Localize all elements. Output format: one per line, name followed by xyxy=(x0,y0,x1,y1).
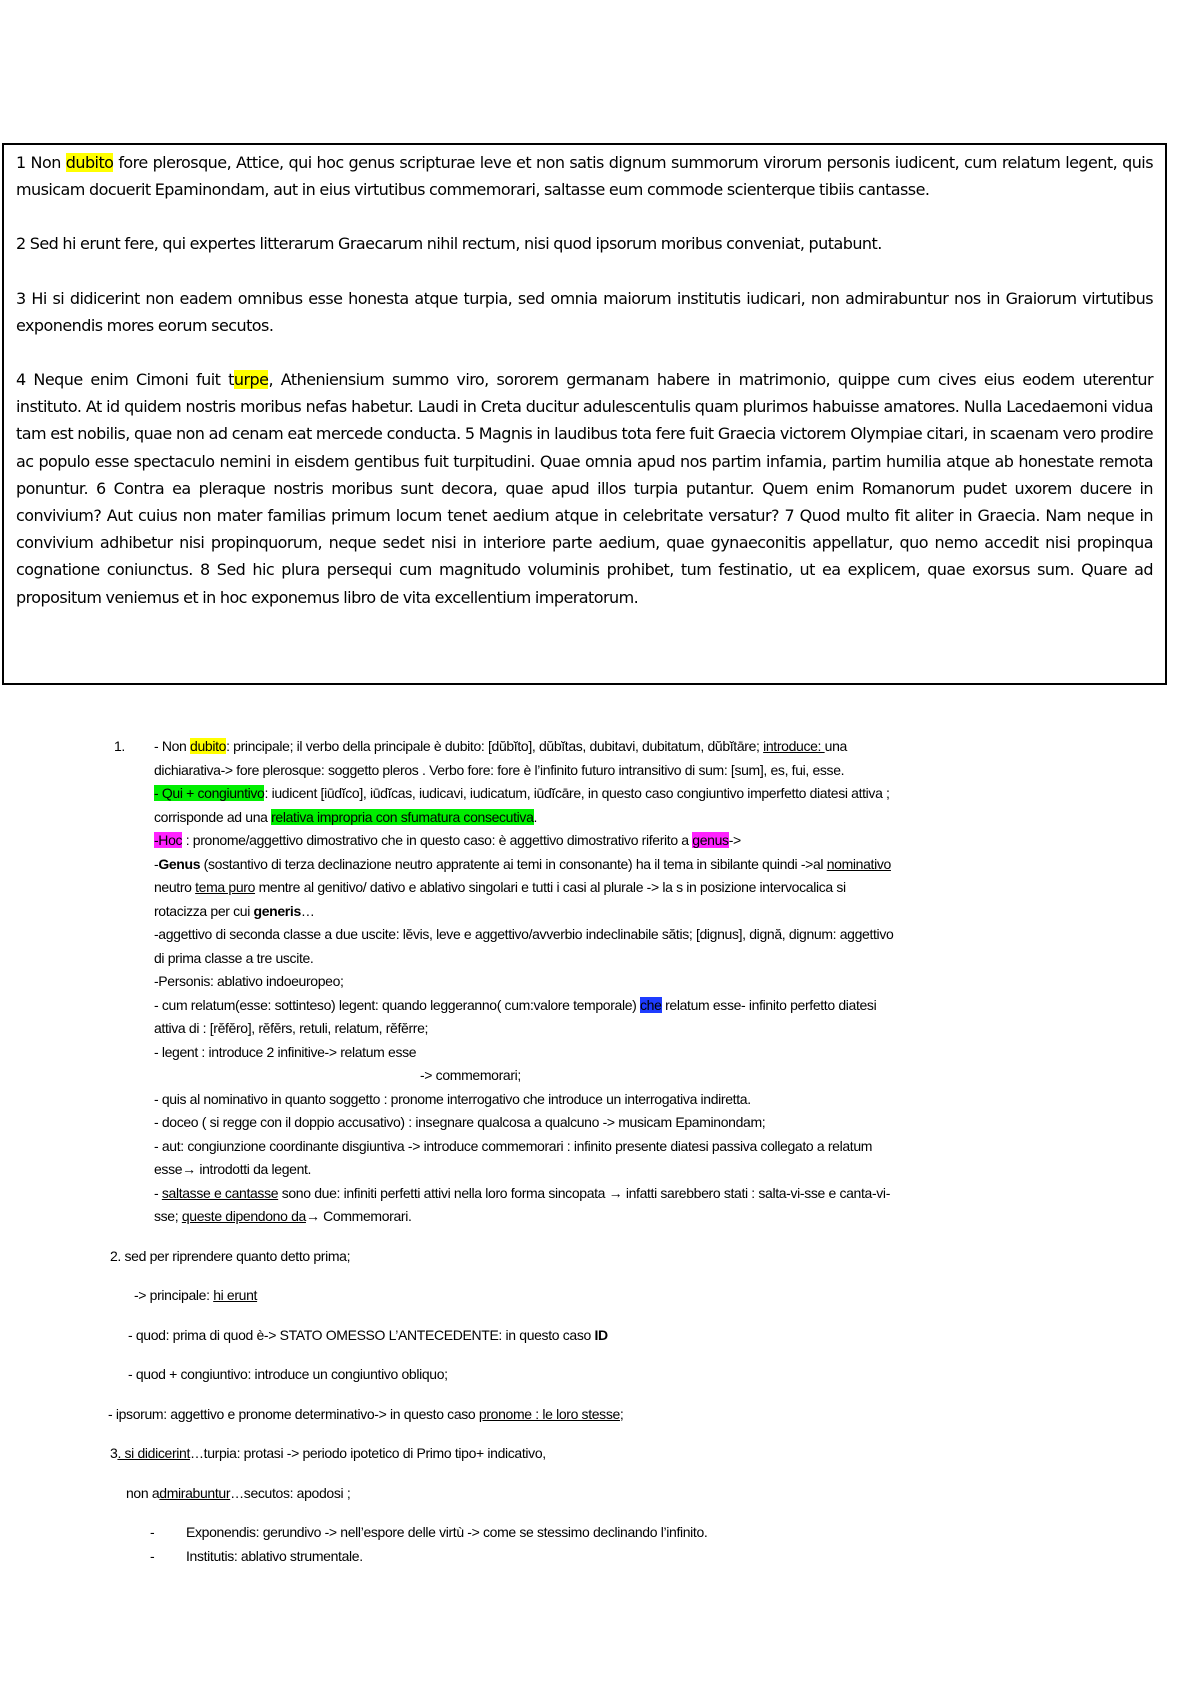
text: . xyxy=(533,808,538,825)
text: → Commemorari. xyxy=(305,1208,412,1224)
note-line xyxy=(154,994,1110,1018)
text: - ipsorum: aggettivo e pronome determinativo-> in questo caso xyxy=(108,1405,479,1422)
text: 4 Neque enim Cimoni fuit t xyxy=(16,370,234,390)
note-line xyxy=(154,853,1110,877)
text: , Atheniensium summo viro, sororem germanam habere in matrimonio, quippe cum cives eius eodem uterentur instituto. At id quidem nostris moribus nefas habetur. Laudi in Creta ducitur adulescentulis quam plurimos habuisse amatores. Nulla Lacedaemoni vidua tam est nobilis, quae non ad cenam eat mercede conducta. 5 Magnis in laudibus tota fere fuit Graecia victorem Olympiae citari, in scaenam vero prodire ac populo esse spectaculo nemini in eisdem gentibus fuit turpitudini. Quae omnia apud nos partim infamia, partim humilia atque ab honestate remota ponuntur. 6 Contra ea pleraque nostris moribus sunt decora, quae apud illos turpia putantur. Quem enim Romanorum pudet uxorem ducere in convivium? Aut cuius non mater familias primum locum tenet aedium atque in celebritate versatur? 7 Quod multo fit aliter in Graecia. Nam neque in convivium adhibetur nisi propinquorum, neque sedet nisi in interiore parte aedium, quae gynaeconitis appellatur, quo nemo accedit nisi propinqua cognatione coniunctus. 8 Sed hic plura persequi cum magnitudo voluminis prohibet, tum festinatio, ut ea explicem, quae exorsus sum. Quare ad propositum veniemus et in hoc exponemus libro de vita excellentium imperatorum. xyxy=(16,370,1153,607)
note-line xyxy=(110,1324,1110,1348)
note-line xyxy=(110,1482,1110,1506)
note-line: esse→ introdotti da legent. xyxy=(154,1161,312,1177)
text: sono due: infiniti perfetti attivi nella loro forma sincopata → infatti sarebbero stati : salta-vi-sse e canta-vi- xyxy=(278,1184,891,1201)
text: Exponendis: gerundivo -> nell’espore delle virtù -> come se stessimo declinando l’infinito. xyxy=(186,1524,708,1540)
section-1 xyxy=(110,735,1110,1229)
note-line xyxy=(154,735,1110,759)
underlined-text: introduce: xyxy=(763,738,825,754)
text: rotacizza per cui xyxy=(154,902,254,919)
bullet-item xyxy=(110,1521,1110,1545)
note-line xyxy=(108,1403,1110,1427)
text: sse; xyxy=(154,1208,182,1224)
text: : pronome/aggettivo dimostrativo che in questo caso: è aggettivo dimostrativo riferito a xyxy=(182,832,693,848)
highlight-relativa-impropria: relativa impropria con sfumatura consecutiva xyxy=(271,808,534,825)
text: - Non xyxy=(154,738,191,754)
note-line xyxy=(110,1284,1110,1308)
latin-paragraph-1 xyxy=(16,149,1153,203)
text: relatum esse- infinito perfetto diatesi xyxy=(661,996,877,1013)
underlined-text: pronome : le loro stesse; xyxy=(478,1405,624,1422)
note-line xyxy=(154,1205,1110,1229)
underlined-text: tema puro xyxy=(195,879,256,895)
underlined-text: saltasse e cantasse xyxy=(161,1184,279,1201)
note-line xyxy=(154,829,1110,853)
underlined-text: queste dipendono da xyxy=(181,1208,306,1224)
bullet-dash: - xyxy=(150,1547,155,1564)
note-line: -> commemorari; xyxy=(420,1067,521,1083)
highlight-qui-congiuntivo: - Qui + congiuntivo xyxy=(154,785,265,801)
note-line xyxy=(154,900,1110,924)
highlight-hoc: -Hoc xyxy=(154,832,183,848)
latin-paragraph-4 xyxy=(16,366,1153,611)
text: neutro xyxy=(154,879,196,895)
note-line: di prima classe a tre uscite. xyxy=(154,949,314,966)
note-line xyxy=(154,806,1110,830)
highlight-turpe: urpe xyxy=(233,370,269,390)
text: … xyxy=(300,902,315,919)
note-line xyxy=(154,876,1110,900)
highlight-dubito: dubito xyxy=(190,738,227,754)
note-line xyxy=(110,1442,1110,1466)
bold-text: Genus xyxy=(158,855,201,872)
text: una xyxy=(824,738,847,754)
highlight-dubito: dubito xyxy=(65,153,114,172)
underlined-text: . si didicerint xyxy=(117,1445,190,1461)
bold-text: ID xyxy=(594,1326,608,1343)
text: (sostantivo di terza declinazione neutro appratente ai temi in consonante) ha il tema in sibilante quindi ->al xyxy=(200,855,827,872)
note-line: -aggettivo di seconda classe a due uscite: lĕvis, leve e aggettivo/avverbio indeclinabile sătis; [dignus], dignă, dignum: aggettivo xyxy=(154,926,894,942)
text: fore plerosque, Attice, qui hoc genus scripturae leve et non satis dignum summorum virorum personis iudicent, cum relatum legent, quis musicam docuerit Epaminondam, aut in eius virtutibus commemorari, saltasse eum commode scienterque tibiis cantasse. xyxy=(16,153,1153,200)
underlined-text: dmirabuntur xyxy=(159,1484,231,1501)
text: mentre al genitivo/ dativo e ablativo singolari e tutti i casi al plurale -> la s in posizione intervocalica si xyxy=(255,879,846,895)
text: -> xyxy=(728,832,741,848)
note-line xyxy=(154,782,1110,806)
note-line: 2. sed per riprendere quanto detto prima; xyxy=(110,1247,351,1264)
text: 1 Non xyxy=(16,153,66,172)
underlined-text: nominativo xyxy=(826,855,891,872)
text: Institutis: ablativo strumentale. xyxy=(186,1547,363,1564)
text: : principale; il verbo della principale è dubito: [dŭbĭto], dŭbĭtas, dubitavi, dubitatum, dŭbĭtāre; xyxy=(226,738,764,754)
text: …secutos: apodosi ; xyxy=(230,1484,351,1501)
text: : iudicent [iūdĭco], iūdĭcas, iudicavi, iudicatum, iūdĭcāre, in questo caso congiuntivo imperfetto diatesi attiva ; xyxy=(264,785,890,801)
text: - cum relatum(esse: sottinteso) legent: quando leggeranno( cum:valore temporale) xyxy=(154,996,641,1013)
section-3 xyxy=(110,1442,1110,1568)
note-line: - doceo ( si regge con il doppio accusativo) : insegnare qualcosa a qualcuno -> musicam Epaminondam; xyxy=(154,1114,766,1130)
section-1-number: 1. xyxy=(114,738,125,754)
latin-paragraph-3: 3 Hi si didicerint non eadem omnibus esse honesta atque turpia, sed omnia maiorum institutis iudicari, non admirabuntur nos in Graiorum virtutibus exponendis mores eorum secutos. xyxy=(16,288,1153,335)
note-line: - aut: congiunzione coordinante disgiuntiva -> introduce commemorari : infinito presente diatesi passiva collegato a relatum xyxy=(154,1137,873,1154)
text: - xyxy=(154,855,159,872)
bold-text: generis xyxy=(253,902,301,919)
text: …turpia: protasi -> periodo ipotetico di Primo tipo+ indicativo, xyxy=(190,1445,546,1461)
latin-text-box xyxy=(2,143,1167,685)
bullet-item xyxy=(110,1545,1110,1569)
note-line: - legent : introduce 2 infinitive-> relatum esse xyxy=(154,1043,417,1060)
note-line: - quis al nominativo in quanto soggetto : pronome interrogativo che introduce un interrogativa indiretta. xyxy=(154,1090,751,1107)
highlight-genus: genus xyxy=(692,832,729,848)
note-line: - quod + congiuntivo: introduce un congiuntivo obliquo; xyxy=(128,1366,448,1382)
note-line: attiva di : [rĕfĕro], rĕfĕrs, retuli, relatum, rĕfĕrre; xyxy=(154,1020,429,1036)
text: corrisponde ad una xyxy=(154,808,272,825)
text: non a xyxy=(126,1484,160,1501)
text: -> principale: xyxy=(134,1287,214,1303)
underlined-text: hi erunt xyxy=(213,1287,258,1303)
text: 3 xyxy=(110,1445,118,1461)
note-line xyxy=(154,1182,1110,1206)
highlight-che: che xyxy=(640,996,662,1013)
note-line: -Personis: ablativo indoeuropeo; xyxy=(154,973,344,989)
bullet-dash: - xyxy=(150,1524,155,1540)
latin-paragraph-2: 2 Sed hi erunt fere, qui expertes litterarum Graecarum nihil rectum, nisi quod ipsorum moribus conveniat, putabunt. xyxy=(16,234,882,254)
text: - quod: prima di quod è-> STATO OMESSO L’ANTECEDENTE: in questo caso xyxy=(128,1326,595,1343)
text: - xyxy=(154,1184,162,1201)
analysis-notes xyxy=(110,735,1110,1568)
section-2 xyxy=(110,1245,1110,1427)
note-line: dichiarativa-> fore plerosque: soggetto pleros . Verbo fore: fore è l’infinito futuro intransitivo di sum: [sum], es, fui, esse. xyxy=(154,761,845,778)
